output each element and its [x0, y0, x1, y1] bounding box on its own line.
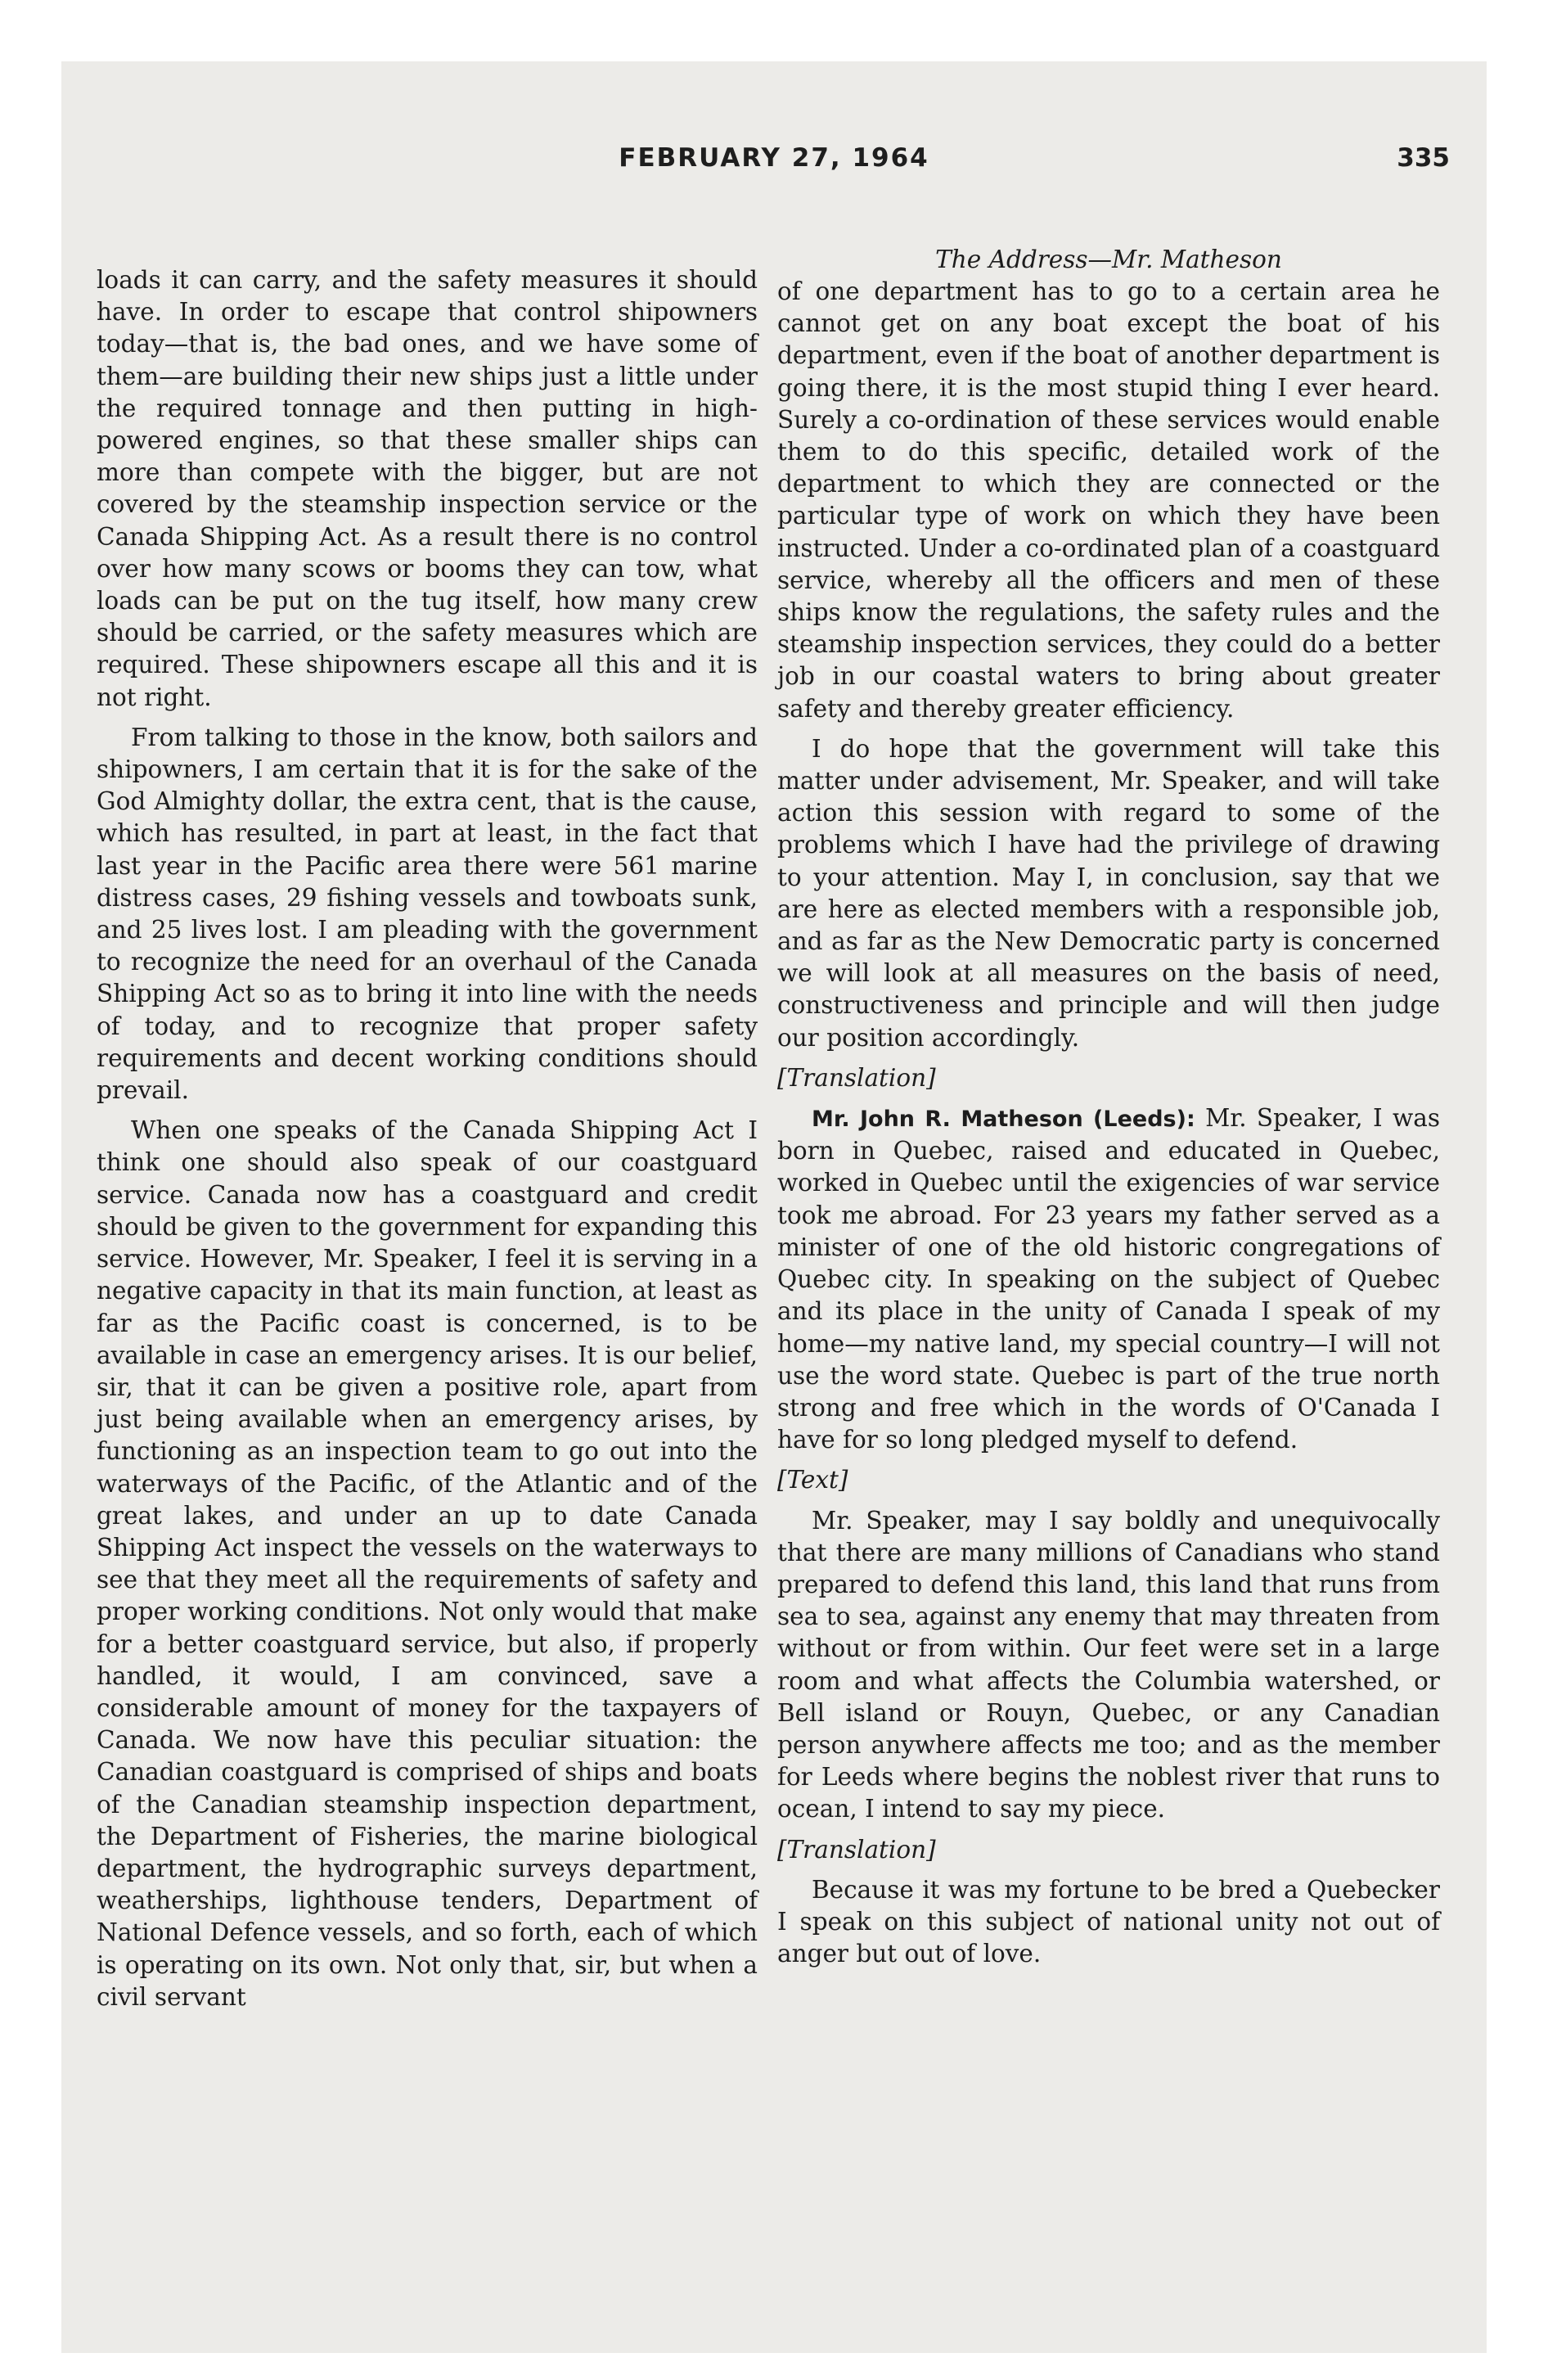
left-column — [97, 264, 758, 2022]
right-paragraph-5: Because it was my fortune to be bred a Quebecker I speak on this subject of national unity not out of anger but out of love. — [777, 1875, 1440, 1968]
left-paragraph-2: From talking to those in the know, both sailors and shipowners, I am certain that it is for the sake of the God Almighty dollar, the extra cent, that is the cause, which has resulted, in part at least, in the fact that last year in the Pacific area there were 561 marine distress cases, 29 fishing vessels and towboats sunk, and 25 lives lost. I am pleading with the government to recognize the need for an overhaul of the Canada Shipping Act so as to bring it into line with the needs of today, and to recognize that proper safety requirements and decent working conditions should prevail. — [97, 723, 758, 1105]
right-paragraph-4: Mr. Speaker, may I say boldly and unequivocally that there are many millions of Canadians who stand prepared to defend this land, this land that runs from sea to sea, against any enemy that may threaten from without or from within. Our feet were set in a large room and what affects the Columbia watershed, or Bell island or Rouyn, Quebec, or any Canadian person anywhere affects me too; and as the member for Leeds where begins the noblest river that runs to ocean, I intend to say my piece. — [777, 1506, 1440, 1823]
page-scan — [61, 61, 1487, 2353]
right-column — [777, 243, 1440, 1978]
text-tag: [Text] — [777, 1466, 848, 1494]
running-head: The Address—Mr. Matheson — [935, 246, 1282, 273]
left-paragraph-1: loads it can carry, and the safety measures it should have. In order to escape that control shipowners today—that is, the bad ones, and we have some of them—are building their new ships just a little under the required tonnage and then putting in high-powered engines, so that these smaller ships can more than compete with the bigger, but are not covered by the steamship inspection service or the Canada Shipping Act. As a result there is no control over how many scows or booms they can tow, what loads can be put on the tug itself, how many crew should be carried, or the safety measures which are required. These shipowners escape all this and it is not right. — [97, 266, 758, 711]
speaker-paragraph — [777, 1102, 1440, 1456]
translation-tag-2: [Translation] — [777, 1835, 936, 1864]
page-header — [61, 143, 1487, 192]
speaker-text: Mr. Speaker, I was born in Quebec, raised and educated in Quebec, worked in Quebec until the exigencies of war service took me abroad. For 23 years my father served as a minister of one of the old historic congregations of Quebec city. In speaking on the subject of Quebec and its place in the unity of Canada I speak of my home—my native land, my special country—I will not use the word state. Quebec is part of the true north strong and free which in the words of O'Canada I have for so long pledged myself to defend. — [777, 1104, 1440, 1454]
left-paragraph-3: When one speaks of the Canada Shipping Act I think one should also speak of our coastguard service. Canada now has a coastguard and credit should be given to the government for expanding this service. However, Mr. Speaker, I feel it is serving in a negative capacity in that its main function, at least as far as the Pacific coast is concerned, is to be available in case an emergency arises. It is our belief, sir, that it can be given a positive role, apart from just being available when an emergency arises, by functioning as an inspection team to go out into the waterways of the Pacific, of the Atlantic and of the great lakes, and under an up to date Canada Shipping Act inspect the vessels on the waterways to see that they meet all the requirements of safety and proper working conditions. Not only would that make for a better coastguard service, but also, if properly handled, it would, I am convinced, save a considerable amount of money for the taxpayers of Canada. We now have this peculiar situation: the Canadian coastguard is comprised of ships and boats of the Canadian steamship inspection department, the Department of Fisheries, the marine biological department, the hydrographic surveys department, weatherships, lighthouse tenders, Department of National Defence vessels, and so forth, each of which is operating on its own. Not only that, sir, but when a civil servant — [97, 1116, 758, 2011]
right-paragraph-1: of one department has to go to a certain area he cannot get on any boat except the boat of his department, even if the boat of another department is going there, it is the most stupid thing I ever heard. Surely a co-ordination of these services would enable them to do this specific, detailed work of the department to which they are connected or the particular type of work on which they have been instructed. Under a co-ordinated plan of a coastguard service, whereby all the officers and men of these ships know the regulations, the safety rules and the steamship inspection services, they could do a better job in our coastal waters to bring about greater safety and thereby greater efficiency. — [777, 277, 1440, 723]
right-paragraph-2: I do hope that the government will take this matter under advisement, Mr. Speaker, and will take action this session with regard to some of the problems which I have had the privilege of drawing to your attention. May I, in conclusion, say that we are here as elected members with a responsible job, and as far as the New Democratic party is concerned we will look at all measures on the basis of need, constructiveness and principle and will then judge our position accordingly. — [777, 734, 1440, 1052]
translation-tag-1: [Translation] — [777, 1063, 936, 1092]
speaker-name: Mr. John R. Matheson (Leeds): — [812, 1107, 1195, 1133]
header-date: FEBRUARY 27, 1964 — [619, 143, 929, 173]
page-number: 335 — [1397, 143, 1450, 173]
